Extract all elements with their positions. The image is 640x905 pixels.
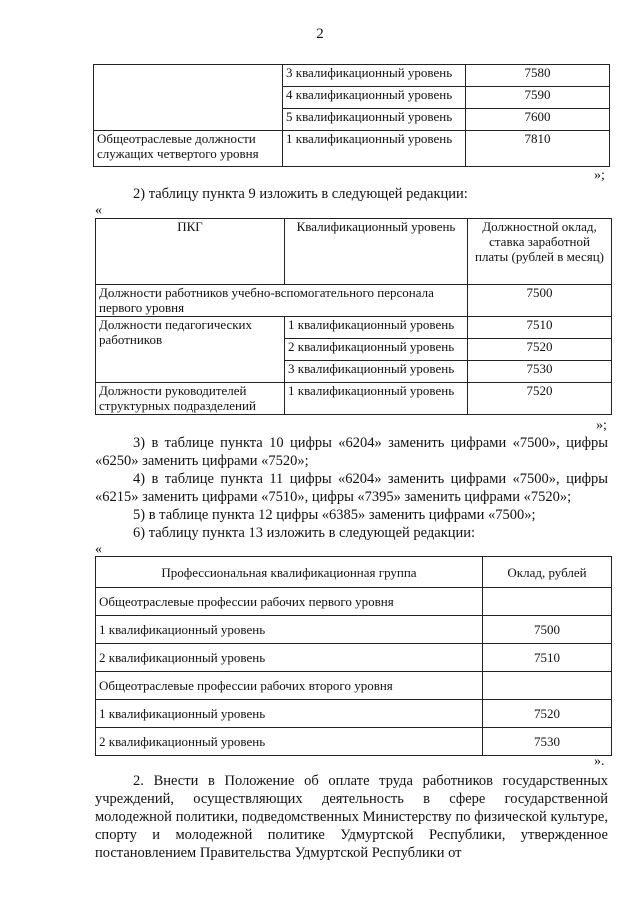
table-row: [96, 383, 612, 415]
header-salary: Должностной оклад, ставка заработной платы (рублей в месяц): [468, 219, 612, 285]
salary-cell: [483, 588, 612, 616]
name-cell: 1 квалификационный уровень: [96, 700, 483, 728]
table-row: [96, 616, 612, 644]
name-cell: 2 квалификационный уровень: [96, 644, 483, 672]
salary-cell: 7510: [483, 644, 612, 672]
table-row: [96, 728, 612, 756]
level-cell: 1 квалификационный уровень: [285, 383, 468, 415]
salary-cell: 7600: [466, 109, 610, 131]
table-row: [96, 588, 612, 616]
salary-cell: [483, 672, 612, 700]
item-3: 3) в таблице пункта 10 цифры «6204» заменить цифрами «7500», цифры «6250» заменить цифрами «7520»;: [95, 435, 608, 469]
salary-cell: 7810: [466, 131, 610, 167]
table-row: [96, 285, 612, 317]
group-cell: Должности работников учебно-вспомогательного персонала первого уровня: [96, 285, 468, 317]
close-quote: ».: [594, 754, 605, 769]
salary-cell: 7580: [466, 65, 610, 87]
salary-cell: 7520: [468, 383, 612, 415]
level-cell: 5 квалификационный уровень: [283, 109, 466, 131]
item-2: 2) таблицу пункта 9 изложить в следующей редакции:: [133, 186, 468, 202]
header-pkg: ПКГ: [96, 219, 285, 285]
item-6: 6) таблицу пункта 13 изложить в следующей редакции:: [133, 525, 476, 541]
name-cell: 2 квалификационный уровень: [96, 728, 483, 756]
salary-cell: 7520: [483, 700, 612, 728]
table-header-row: [96, 219, 612, 285]
table-row: [94, 65, 610, 87]
close-quote: »;: [594, 168, 605, 183]
salary-cell: 7500: [468, 285, 612, 317]
salary-cell: 7590: [466, 87, 610, 109]
group-cell: Должности педагогических работников: [96, 317, 285, 383]
page-number: 2: [316, 26, 324, 42]
item-4: 4) в таблице пункта 11 цифры «6204» заменить цифрами «7500», цифры «6215» заменить цифрами «7510», цифры «7395» заменить цифрами «7520»;: [95, 471, 608, 505]
header-salary: Оклад, рублей: [483, 557, 612, 588]
level-cell: 3 квалификационный уровень: [285, 361, 468, 383]
name-cell: Общеотраслевые профессии рабочих второго уровня: [96, 672, 483, 700]
level-cell: 1 квалификационный уровень: [283, 131, 466, 167]
level-cell: 4 квалификационный уровень: [283, 87, 466, 109]
paragraph-2: 2. Внести в Положение об оплате труда работников государственных учреждений, осуществляющих деятельность в сфере государственной молодежной политики, подведомственных Министерству по физической культуре, спорту и молодежной политике Удмуртской Республики, утвержденное постановлением Правительства Удмуртской Республики от: [95, 773, 608, 861]
salary-cell: 7530: [468, 361, 612, 383]
salary-cell: 7510: [468, 317, 612, 339]
table-row: [96, 644, 612, 672]
table-row: [94, 131, 610, 167]
table-header-row: [96, 557, 612, 588]
group-cell: Общеотраслевые должности служащих четвертого уровня: [94, 131, 283, 167]
table-salary-continued: [93, 64, 610, 167]
group-cell: Должности руководителей структурных подразделений: [96, 383, 285, 415]
item-5: 5) в таблице пункта 12 цифры «6385» заменить цифрами «7500»;: [133, 507, 536, 523]
table-row: [96, 317, 612, 339]
header-level: Квалификационный уровень: [285, 219, 468, 285]
level-cell: 1 квалификационный уровень: [285, 317, 468, 339]
close-quote: »;: [596, 418, 607, 433]
open-quote: «: [95, 203, 102, 218]
name-cell: 1 квалификационный уровень: [96, 616, 483, 644]
open-quote: «: [95, 542, 102, 557]
table-worker-professions: [95, 556, 612, 756]
level-cell: 2 квалификационный уровень: [285, 339, 468, 361]
level-cell: 3 квалификационный уровень: [283, 65, 466, 87]
salary-cell: 7500: [483, 616, 612, 644]
header-group: Профессиональная квалификационная группа: [96, 557, 483, 588]
salary-cell: 7530: [483, 728, 612, 756]
salary-cell: 7520: [468, 339, 612, 361]
table-pkg-salary: [95, 218, 612, 415]
table-row: [96, 700, 612, 728]
name-cell: Общеотраслевые профессии рабочих первого уровня: [96, 588, 483, 616]
table-row: [96, 672, 612, 700]
group-cell: [94, 65, 283, 131]
